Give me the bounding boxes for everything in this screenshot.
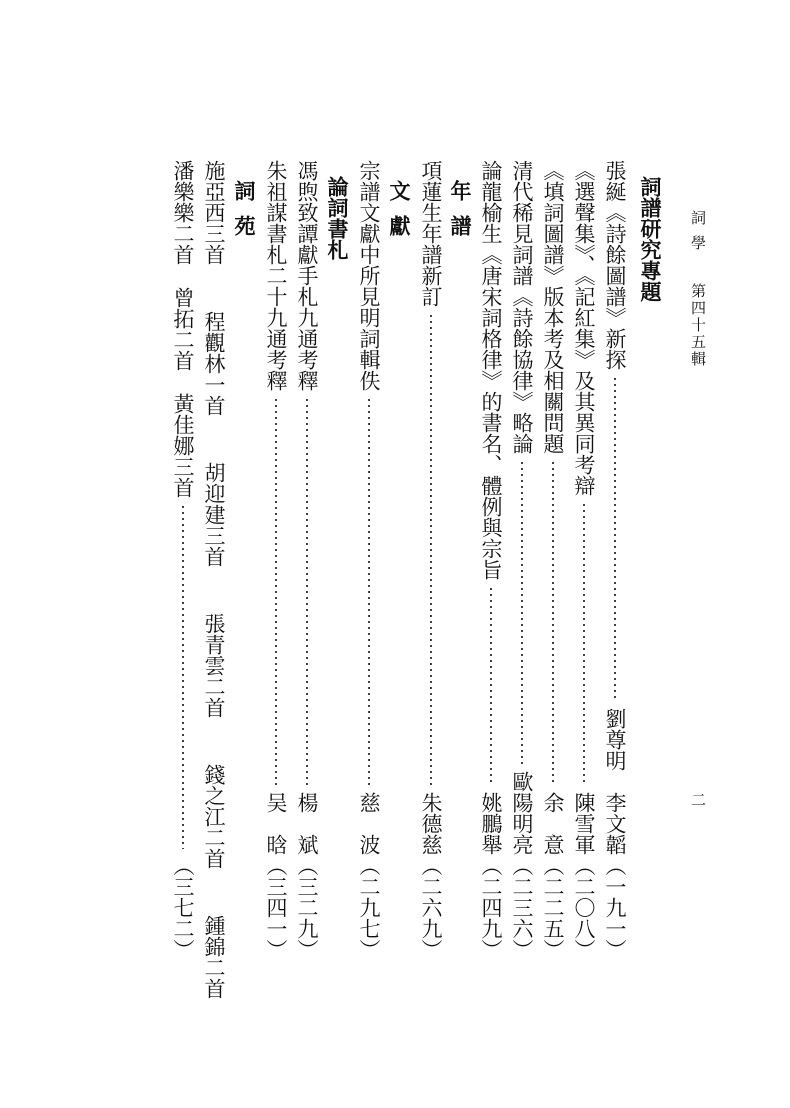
dot-leader	[296, 395, 317, 788]
section-heading-wenxian: 文獻	[387, 180, 412, 250]
entry-title: 張綖《詩餘圖譜》新探	[603, 160, 627, 370]
dot-leader	[480, 584, 501, 788]
section-heading-ciyuan: 詞苑	[232, 180, 257, 250]
entry-author: 姚鵬舉	[479, 792, 503, 855]
poem-item[interactable]: 張青雲二首	[202, 613, 226, 718]
dot-leader	[420, 311, 441, 788]
dot-leader	[511, 458, 532, 767]
toc-entry[interactable]	[511, 160, 532, 960]
dot-leader	[358, 395, 379, 788]
entry-title: 《選聲集》、《記紅集》及其異同考辯	[572, 160, 596, 496]
poem-item[interactable]: 潘樂樂二首	[171, 160, 195, 265]
entry-page: （二〇八）	[572, 855, 596, 960]
journal-title: 詞學	[689, 210, 707, 260]
entry-title: 《填詞圖譜》版本考及相關問題	[541, 160, 565, 454]
entry-author: 朱德慈	[419, 792, 443, 855]
entry-page: （三二九）	[295, 855, 319, 960]
toc-entry[interactable]	[480, 160, 501, 960]
section-heading-lunci: 論詞書札	[325, 176, 350, 260]
poem-item[interactable]: 曾拓二首	[171, 287, 195, 371]
poem-item[interactable]: 胡迎建三首	[202, 462, 226, 567]
section-heading-cipu: 詞譜研究專題	[638, 176, 663, 302]
dot-leader	[542, 458, 563, 788]
entry-author: 陳雪軍	[572, 792, 596, 855]
toc-entry[interactable]	[265, 160, 286, 960]
entry-author: 慈 波	[357, 792, 381, 855]
toc-entry[interactable]	[573, 160, 594, 960]
dot-leader	[604, 374, 625, 704]
section-heading-nianpu: 年譜	[448, 180, 473, 250]
toc-entry[interactable]	[296, 160, 317, 960]
poem-item[interactable]: 施亞西三首	[202, 160, 226, 265]
entry-title: 論龍榆生《唐宋詞格律》的書名、體例與宗旨	[479, 160, 503, 580]
entry-page: （二二五）	[541, 855, 565, 960]
dot-leader	[573, 500, 594, 788]
page-number: 二	[689, 792, 707, 807]
toc-entry[interactable]	[604, 160, 625, 960]
poem-item[interactable]: 程觀林一首	[202, 311, 226, 416]
toc-entry[interactable]	[542, 160, 563, 960]
toc-entry[interactable]	[358, 160, 379, 960]
poem-list-line[interactable]	[172, 160, 193, 960]
entry-author: 歐陽明亮	[510, 771, 534, 855]
entry-page: （三四一）	[264, 855, 288, 960]
entry-page: （二九七）	[357, 855, 381, 960]
volume-label: 第四十五輯	[689, 283, 707, 368]
poem-items	[172, 160, 193, 498]
poem-list-line	[203, 160, 224, 999]
entry-title: 朱祖謀書札二十九通考釋	[264, 160, 288, 391]
dot-leader	[172, 502, 193, 851]
entry-author: 吴 晗	[264, 792, 288, 855]
entry-author: 余 意	[541, 792, 565, 855]
poem-item[interactable]: 鍾錦二首	[202, 915, 226, 999]
entry-page: （二三六）	[510, 855, 534, 960]
entry-page: （二六九）	[419, 855, 443, 960]
entry-title: 宗譜文獻中所見明詞輯佚	[357, 160, 381, 391]
toc-entry[interactable]	[420, 160, 441, 960]
entry-page: （一九一）	[603, 855, 627, 960]
entry-title: 項蓮生年譜新訂	[419, 160, 443, 307]
entry-page: （二四九）	[479, 855, 503, 960]
entry-title: 馮煦致譚獻手札九通考釋	[295, 160, 319, 391]
entry-author: 楊 斌	[295, 792, 319, 855]
poem-item[interactable]: 黃佳娜三首	[171, 393, 195, 498]
entry-title: 清代稀見詞譜《詩餘協律》略論	[510, 160, 534, 454]
poem-item[interactable]: 錢之江二首	[202, 764, 226, 869]
dot-leader	[265, 395, 286, 788]
entry-page: （三七二）	[171, 855, 195, 960]
entry-author: 劉尊明 李文韜	[603, 708, 627, 855]
